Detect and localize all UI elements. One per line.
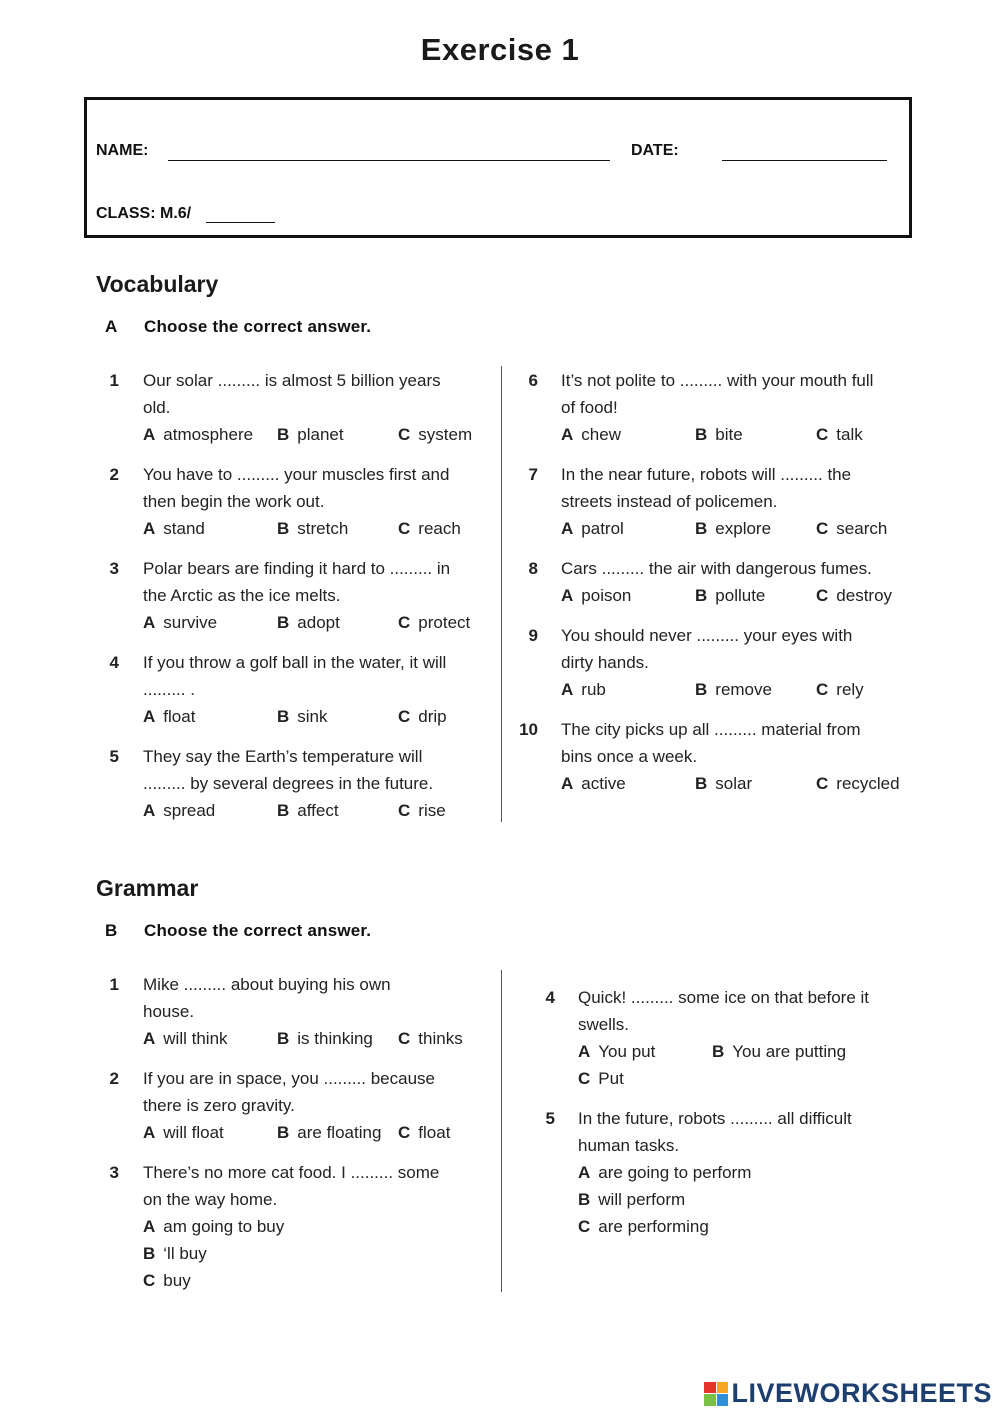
option-b[interactable]: B You are putting	[712, 1042, 847, 1061]
question-number: 1	[109, 975, 119, 994]
question-text: They say the Earth’s temperature will ......... by several degrees in the future.	[143, 747, 434, 793]
page-title: Exercise 1	[420, 32, 580, 67]
option-c[interactable]: C rise	[398, 801, 446, 820]
option-c[interactable]: C search	[816, 519, 888, 538]
option-c[interactable]: C destroy	[816, 586, 893, 605]
grammar-instruction-letter: B	[105, 921, 118, 940]
option-a[interactable]: A will float	[143, 1123, 224, 1142]
question-text: Our solar ......... is almost 5 billion years old.	[143, 371, 441, 417]
option-c[interactable]: C buy	[143, 1271, 191, 1290]
option-c[interactable]: C are performing	[578, 1217, 709, 1236]
question-text: If you are in space, you ......... because there is zero gravity.	[143, 1069, 435, 1115]
option-b[interactable]: B is thinking	[277, 1029, 373, 1048]
vocabulary-column-divider	[501, 366, 502, 822]
question-text: Polar bears are finding it hard to ......... in the Arctic as the ice melts.	[143, 559, 451, 605]
option-a[interactable]: A patrol	[561, 519, 624, 538]
option-c[interactable]: C recycled	[816, 774, 900, 793]
student-info-box	[84, 97, 912, 238]
question-text: It’s not polite to ......... with your mouth full of food!	[561, 371, 874, 417]
question-text: You have to ......... your muscles first and then begin the work out.	[143, 465, 450, 511]
option-c[interactable]: C float	[398, 1123, 451, 1142]
question-number: 5	[545, 1109, 555, 1128]
option-c[interactable]: C reach	[398, 519, 461, 538]
option-a[interactable]: A active	[561, 774, 626, 793]
option-b[interactable]: B adopt	[277, 613, 340, 632]
option-c[interactable]: C talk	[816, 425, 863, 444]
option-a[interactable]: A survive	[143, 613, 218, 632]
option-a[interactable]: A will think	[143, 1029, 228, 1048]
option-a[interactable]: A float	[143, 707, 196, 726]
liveworksheets-logo-icon	[704, 1382, 728, 1406]
question-number: 3	[109, 559, 119, 578]
class-field[interactable]	[206, 222, 275, 223]
option-b[interactable]: B bite	[695, 425, 743, 444]
vocabulary-instruction-letter: A	[105, 317, 118, 336]
class-label: CLASS: M.6/	[96, 205, 192, 222]
question-text: In the future, robots ......... all difficult human tasks.	[578, 1109, 852, 1155]
liveworksheets-logo	[704, 1378, 992, 1409]
option-c[interactable]: C rely	[816, 680, 864, 699]
question-number: 7	[528, 465, 538, 484]
option-a[interactable]: A rub	[561, 680, 606, 699]
name-field[interactable]	[168, 160, 610, 161]
vocabulary-instruction: Choose the correct answer.	[144, 317, 372, 336]
option-c[interactable]: C system	[398, 425, 473, 444]
grammar-heading: Grammar	[96, 875, 199, 901]
option-a[interactable]: A spread	[143, 801, 216, 820]
option-b[interactable]: B ‘ll buy	[143, 1244, 207, 1263]
option-a[interactable]: A atmosphere	[143, 425, 254, 444]
question-text: There’s no more cat food. I ......... some on the way home.	[143, 1163, 440, 1209]
option-c[interactable]: C drip	[398, 707, 447, 726]
option-a[interactable]: A poison	[561, 586, 632, 605]
option-b[interactable]: B are floating	[277, 1123, 382, 1142]
question-number: 10	[519, 720, 538, 739]
option-b[interactable]: B affect	[277, 801, 339, 820]
question-text: You should never ......... your eyes with dirty hands.	[561, 626, 853, 672]
option-c[interactable]: C thinks	[398, 1029, 463, 1048]
question-number: 8	[528, 559, 538, 578]
option-a[interactable]: A stand	[143, 519, 205, 538]
question-text: Quick! ......... some ice on that before it swells.	[578, 988, 870, 1034]
option-c[interactable]: C Put	[578, 1069, 624, 1088]
question-number: 1	[109, 371, 119, 390]
question-text: In the near future, robots will ......... the streets instead of policemen.	[561, 465, 852, 511]
question-number: 5	[109, 747, 119, 766]
option-a[interactable]: A are going to perform	[578, 1163, 752, 1182]
question-text: Mike ......... about buying his own house.	[143, 975, 391, 1021]
option-b[interactable]: B explore	[695, 519, 772, 538]
option-a[interactable]: A You put	[578, 1042, 656, 1061]
grammar-instruction: Choose the correct answer.	[144, 921, 372, 940]
option-b[interactable]: B solar	[695, 774, 753, 793]
option-a[interactable]: A chew	[561, 425, 621, 444]
question-number: 4	[109, 653, 119, 672]
option-b[interactable]: B planet	[277, 425, 344, 444]
question-number: 6	[528, 371, 538, 390]
question-text: If you throw a golf ball in the water, it will ......... .	[143, 653, 447, 699]
option-b[interactable]: B will perform	[578, 1190, 686, 1209]
date-label: DATE:	[631, 142, 679, 159]
question-number: 9	[528, 626, 538, 645]
vocabulary-heading: Vocabulary	[96, 271, 219, 297]
option-b[interactable]: B sink	[277, 707, 328, 726]
date-field[interactable]	[722, 160, 887, 161]
grammar-column-divider	[501, 970, 502, 1292]
option-c[interactable]: C protect	[398, 613, 471, 632]
question-number: 3	[109, 1163, 119, 1182]
option-b[interactable]: B remove	[695, 680, 772, 699]
option-a[interactable]: A am going to buy	[143, 1217, 285, 1236]
option-b[interactable]: B stretch	[277, 519, 349, 538]
question-number: 2	[109, 1069, 119, 1088]
option-b[interactable]: B pollute	[695, 586, 766, 605]
name-label: NAME:	[96, 142, 149, 159]
question-text: Cars ......... the air with dangerous fumes.	[561, 559, 872, 578]
question-number: 2	[109, 465, 119, 484]
logo-text: LIVEWORKSHEETS	[731, 1378, 992, 1408]
question-number: 4	[545, 988, 555, 1007]
question-text: The city picks up all ......... material from bins once a week.	[561, 720, 861, 766]
